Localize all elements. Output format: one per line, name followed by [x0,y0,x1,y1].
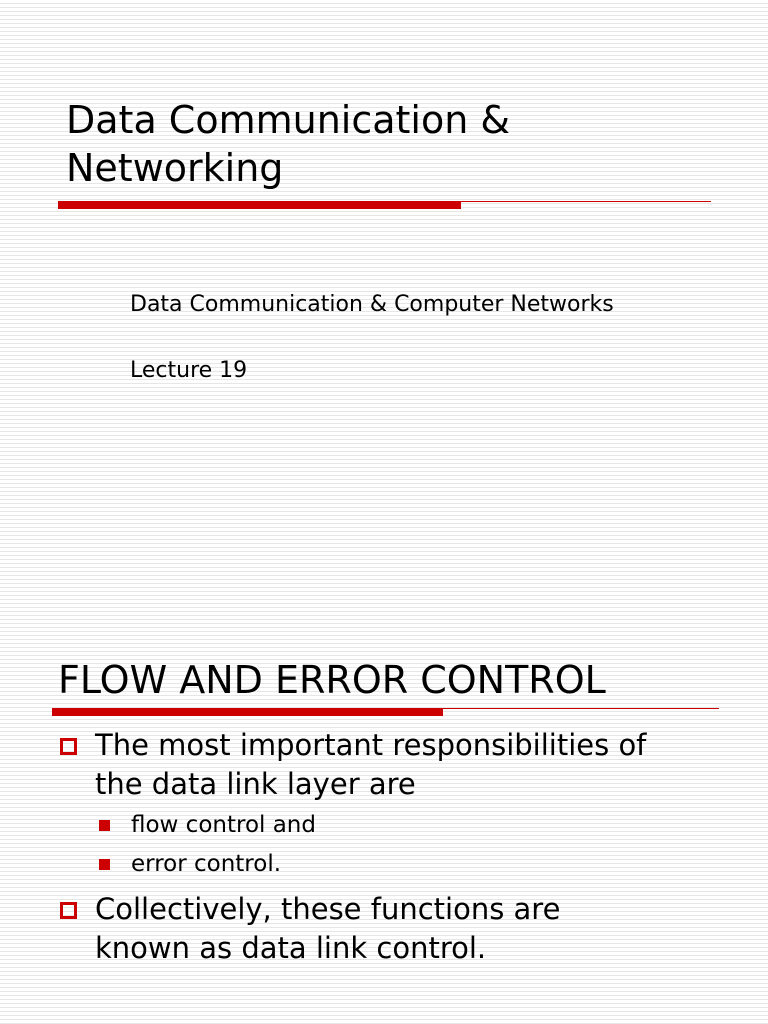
course-subtitle: Data Communication & Computer Networks [130,292,614,317]
bullet-text-line: The most important responsibilities of [95,728,647,762]
title-underline-thin [461,201,711,202]
sub-bullet-text: error control. [131,851,282,877]
bullet-item [58,726,738,884]
slide-title-line-1: Data Communication & [66,98,511,142]
section-title: FLOW AND ERROR CONTROL [58,658,606,702]
bullet-text-line: known as data link control. [95,931,487,965]
lecture-number: Lecture 19 [130,358,248,383]
sub-bullet-text: flow control and [131,812,316,838]
sub-bullet-item [95,806,738,845]
slide-title [66,96,726,192]
hollow-square-bullet-icon [60,738,77,755]
sub-bullet-item [95,845,738,884]
filled-square-bullet-icon [99,859,110,870]
title-underline-thick [58,201,461,209]
bullet-text-line: Collectively, these functions are [95,892,561,926]
section-underline-thin [443,708,719,709]
hollow-square-bullet-icon [60,902,77,919]
content-slide [0,512,768,1024]
slide-title-line-2: Networking [66,146,284,190]
section-underline-thick [52,708,443,716]
bullet-item [58,890,738,968]
bullet-list [58,726,738,968]
sub-bullet-list [95,806,738,884]
filled-square-bullet-icon [99,820,110,831]
bullet-text-line: the data link layer are [95,767,416,801]
